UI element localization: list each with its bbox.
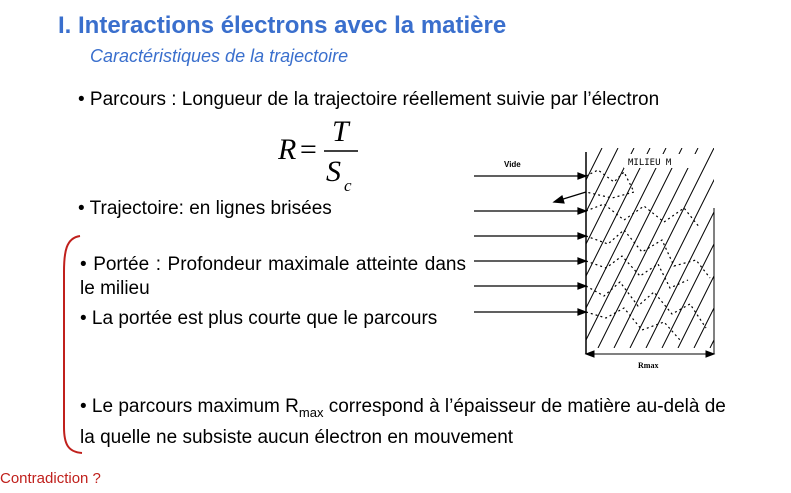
bullet-portee-courte: • La portée est plus courte que le parcours <box>80 308 438 329</box>
formula-lhs: R <box>278 133 297 166</box>
bullet-rmax-sub: max <box>298 405 324 420</box>
incident-electron-arrows <box>474 173 586 315</box>
slide-subtitle: Caractéristiques de la trajectoire <box>90 46 349 66</box>
vide-label: Vide <box>504 160 521 169</box>
rmax-label: Rmax <box>638 361 659 370</box>
bullet-trajectoire: • Trajectoire: en lignes brisées <box>78 198 332 219</box>
range-formula <box>278 115 368 195</box>
contradiction-note: Contradiction ? <box>0 470 101 487</box>
slide-title: I. Interactions électrons avec la matière <box>58 12 507 39</box>
bullet-parcours: • Parcours : Longueur de la trajectoire réellement suivie par l’électron <box>78 89 660 110</box>
electron-range-diagram <box>474 148 774 378</box>
medium-hatching <box>502 148 774 348</box>
backscattered-electron-arrow <box>554 192 586 203</box>
milieu-label: MILIEU M <box>628 158 672 168</box>
formula-equals: = <box>298 133 319 166</box>
bullet-portee: • Portée : Profondeur maximale atteinte dans le milieu <box>80 254 466 299</box>
formula-numerator: T <box>332 115 349 148</box>
bullet-rmax-end: correspond à l’épaisseur de matière au-delà de la quelle ne subsiste aucun électron en mouvement <box>80 396 726 448</box>
formula-denominator-sub: c <box>344 176 352 195</box>
bullet-rmax-start: • Le parcours maximum R <box>80 396 299 417</box>
electron-trajectories <box>586 170 710 340</box>
bullet-rmax <box>80 392 740 453</box>
formula-denominator: S <box>326 155 341 188</box>
rmax-dimension <box>586 351 714 357</box>
